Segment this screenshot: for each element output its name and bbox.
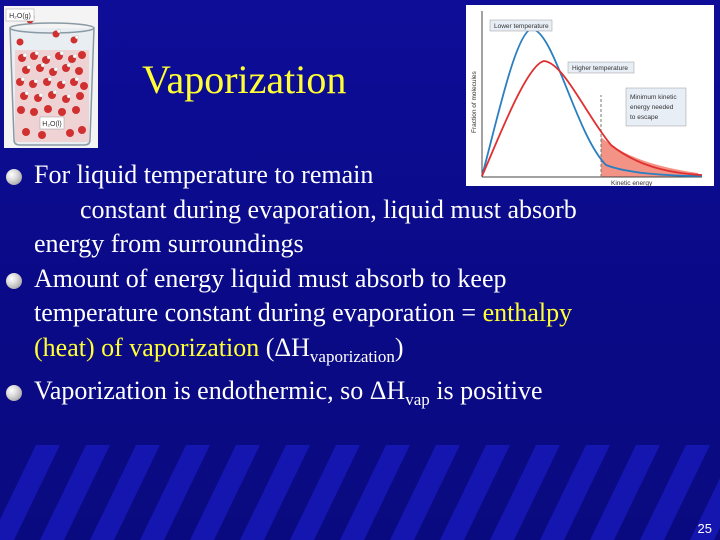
beaker-illustration	[4, 6, 98, 148]
bullet-1-line1: For liquid temperature to remain	[34, 160, 374, 189]
min-energy-label-line1: Minimum kinetic	[630, 94, 677, 101]
lower-temperature-label: Lower temperature	[494, 23, 549, 30]
bullet-1-line2: constant during evaporation, liquid must absorb	[80, 194, 577, 224]
bullet-3-line1	[34, 374, 711, 418]
min-energy-label-line2: energy needed	[630, 104, 674, 111]
bullet-item	[6, 262, 711, 375]
bullet-item	[6, 374, 711, 418]
higher-temperature-label: Higher temperature	[572, 65, 628, 72]
beaker-liquid-label: H₂O(l)	[42, 121, 62, 128]
open-paren: (	[259, 332, 275, 362]
decorative-stripes	[0, 445, 720, 540]
bullet-2-line2	[34, 296, 711, 331]
x-axis-label: Kinetic energy	[611, 180, 653, 186]
vaporization-subscript: vaporization	[309, 346, 395, 366]
beaker-gas-label: H₂O(g)	[9, 13, 31, 20]
bullet-list	[6, 158, 711, 418]
bullet-icon	[6, 273, 22, 289]
delta-h-symbol: ΔH	[274, 332, 310, 362]
bullet-2-line2-text: temperature constant during evaporation =	[34, 298, 483, 327]
bullet-3-tail: is positive	[429, 376, 543, 405]
slide-title: Vaporization	[142, 57, 347, 102]
bullet-icon	[6, 169, 22, 185]
vap-subscript: vap	[405, 390, 430, 409]
bullet-1-line3: energy from surroundings	[34, 229, 304, 258]
close-paren: )	[394, 332, 404, 362]
bullet-3-text: Vaporization is endothermic, so	[34, 376, 370, 405]
page-number: 25	[697, 521, 712, 536]
heat-of-vaporization-highlight: (heat) of vaporization	[34, 332, 260, 362]
bullet-2-line3	[34, 331, 711, 375]
bullet-2-line1: Amount of energy liquid must absorb to keep	[34, 263, 507, 293]
min-energy-label-line3: to escape	[630, 114, 659, 121]
bullet-icon	[6, 385, 22, 401]
y-axis-label: Fraction of molecules	[471, 71, 478, 133]
enthalpy-highlight: enthalpy	[482, 298, 573, 327]
bullet-item	[6, 158, 711, 262]
delta-h-symbol: ΔH	[369, 376, 406, 405]
